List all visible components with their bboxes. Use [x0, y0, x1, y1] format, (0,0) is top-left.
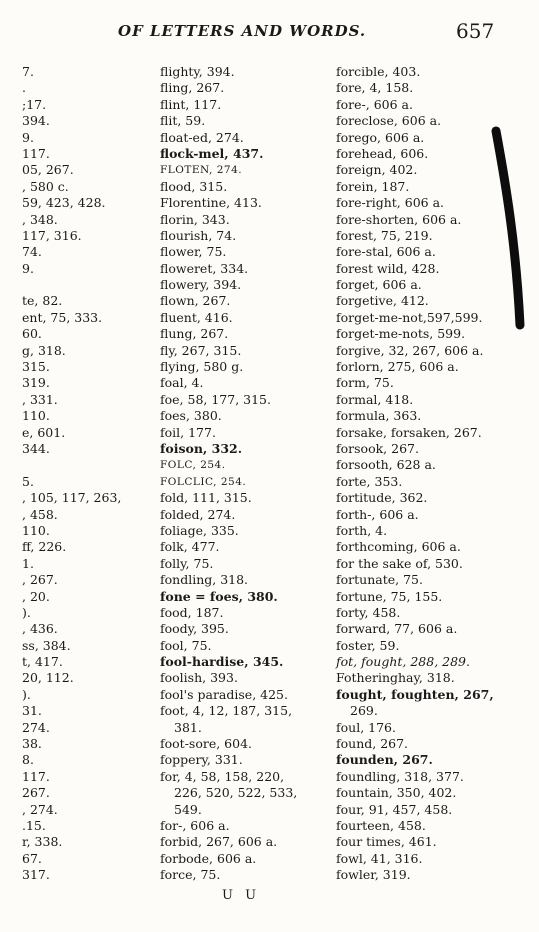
signature-mark: U U [222, 888, 261, 903]
index-entry: fling, 267. [160, 80, 225, 96]
index-entry: 110. [22, 522, 50, 538]
index-entry: forty, 458. [336, 604, 401, 620]
index-entry: fold, 111, 315. [160, 490, 252, 506]
index-entry: 317. [22, 867, 50, 883]
running-header [0, 19, 539, 46]
index-entry: r, 338. [22, 834, 63, 850]
index-entry: flood, 315. [160, 178, 228, 194]
index-entry: forthcoming, 606 a. [336, 539, 461, 555]
index-entry: 394. [22, 113, 50, 129]
index-entry: 9. [22, 129, 34, 145]
index-entry: flying, 580 g. [160, 359, 244, 375]
index-entry: , 267. [22, 572, 58, 588]
index-entry: 274. [22, 719, 50, 735]
running-title: OF LETTERS AND WORDS. [118, 22, 367, 40]
index-entry: 269. [350, 703, 378, 719]
page-number: 657 [456, 19, 495, 43]
index-entry: forget, 606 a. [336, 277, 422, 293]
index-entry: for the sake of, 530. [336, 555, 463, 571]
index-entry: flown, 267. [160, 293, 231, 309]
index-entry: foil, 177. [160, 424, 216, 440]
index-entry: foul, 176. [336, 719, 396, 735]
index-entry: Fotheringhay, 318. [336, 670, 455, 686]
index-entry: foison, 332. [160, 440, 243, 456]
index-entry: 226, 520, 522, 533, [174, 785, 298, 801]
index-entry: four, 91, 457, 458. [336, 801, 453, 817]
index-entry: forget-me-nots, 599. [336, 326, 466, 342]
index-entry: forsake, forsaken, 267. [336, 424, 482, 440]
index-entry: 117. [22, 768, 50, 784]
index-entry: fowl, 41, 316. [336, 850, 423, 866]
index-entry: , 105, 117, 263, [22, 490, 122, 506]
index-entry: foliage, 335. [160, 522, 239, 538]
index-entry: 60. [22, 326, 42, 342]
index-entry: forbode, 606 a. [160, 850, 257, 866]
index-entry: 74. [22, 244, 42, 260]
index-entry: 549. [174, 801, 202, 817]
index-entry: .15. [22, 817, 46, 833]
index-entry: 05, 267. [22, 162, 74, 178]
index-entry: four times, 461. [336, 834, 437, 850]
index-entry: formal, 418. [336, 391, 414, 407]
index-entry: 1. [22, 555, 34, 571]
index-entry: flung, 267. [160, 326, 229, 342]
index-entry: 344. [22, 440, 50, 456]
index-entry: , 20. [22, 588, 50, 604]
index-entry: 8. [22, 752, 34, 768]
index-column-left [22, 64, 140, 884]
index-entry: fowler, 319. [336, 867, 411, 883]
index-column-middle [160, 64, 330, 884]
index-entry: floweret, 334. [160, 260, 249, 276]
index-entry: forehead, 606. [336, 145, 429, 161]
index-entry: flit, 59. [160, 113, 206, 129]
index-entry: foreign, 402. [336, 162, 418, 178]
index-entry: fool, 75. [160, 637, 212, 653]
index-entry: fore-, 606 a. [336, 96, 413, 112]
index-entry: foot, 4, 12, 187, 315, [160, 703, 293, 719]
index-entry: flock-mel, 437. [160, 145, 264, 161]
index-entry: fortune, 75, 155. [336, 588, 443, 604]
index-entry: 110. [22, 408, 50, 424]
index-entry: for-, 606 a. [160, 817, 230, 833]
index-entry: Florentine, 413. [160, 195, 262, 211]
index-entry: forgetive, 412. [336, 293, 429, 309]
index-entry: 7. [22, 64, 34, 79]
index-entry: food, 187. [160, 604, 224, 620]
index-entry: forte, 353. [336, 473, 403, 489]
index-entry: ent, 75, 333. [22, 309, 103, 325]
index-entry: foal, 4. [160, 375, 204, 391]
margin-pen-stroke [490, 125, 530, 335]
index-entry: forget-me-not,597,599. [336, 309, 483, 325]
index-entry: force, 75. [160, 867, 221, 883]
index-entry: fore, 4, 158. [336, 80, 414, 96]
index-entry: forth, 4. [336, 522, 388, 538]
index-entry: forgive, 32, 267, 606 a. [336, 342, 484, 358]
index-entry: flowery, 394. [160, 277, 242, 293]
index-entry: fluent, 416. [160, 309, 233, 325]
index-entry: e, 601. [22, 424, 66, 440]
index-entry: flighty, 394. [160, 64, 235, 79]
index-entry: forest wild, 428. [336, 260, 440, 276]
index-entry [22, 277, 140, 293]
index-entry: , 580 c. [22, 178, 69, 194]
index-entry: folded, 274. [160, 506, 236, 522]
index-entry: foot-sore, 604. [160, 736, 253, 752]
index-entry: forbid, 267, 606 a. [160, 834, 278, 850]
index-entry: forsooth, 628 a. [336, 457, 436, 473]
index-entry: 267. [22, 785, 50, 801]
index-entry: 67. [22, 850, 42, 866]
index-entry: forego, 606 a. [336, 129, 425, 145]
index-entry: flourish, 74. [160, 227, 237, 243]
index-entry: folly, 75. [160, 555, 214, 571]
index-entry: founden, 267. [336, 752, 433, 768]
index-entry: ;17. [22, 96, 47, 112]
index-entry: te, 82. [22, 293, 63, 309]
index-entry: foppery, 331. [160, 752, 243, 768]
index-entry: 117. [22, 145, 50, 161]
index-entry: foreclose, 606 a. [336, 113, 442, 129]
index-entry: ff, 226. [22, 539, 67, 555]
index-entry: 315. [22, 359, 50, 375]
index-entry: FLOTEN, 274. [160, 164, 243, 177]
index-entry: , 331. [22, 391, 58, 407]
index-entry: fortunate, 75. [336, 572, 423, 588]
index-entry: fountain, 350, 402. [336, 785, 457, 801]
index-entry: , 274. [22, 801, 58, 817]
index-entry: fought, foughten, 267, [336, 686, 494, 702]
index-entry: . [22, 80, 26, 96]
index-entry: 117, 316. [22, 227, 82, 243]
index-entry: float-ed, 274. [160, 129, 244, 145]
index-entry: FOLC, 254. [160, 459, 226, 472]
index-entry: 9. [22, 260, 34, 276]
index-entry: fool-hardise, 345. [160, 654, 284, 670]
index-entry: , 458. [22, 506, 58, 522]
index-entry: ). [22, 604, 31, 620]
index-entry: 5. [22, 473, 34, 489]
index-entry: forlorn, 275, 606 a. [336, 359, 459, 375]
index-entry: 20, 112. [22, 670, 74, 686]
index-entry: ss, 384. [22, 637, 71, 653]
index-entry: , 436. [22, 621, 58, 637]
index-entry: 319. [22, 375, 50, 391]
index-entry: forth-, 606 a. [336, 506, 419, 522]
index-entry: forsook, 267. [336, 440, 419, 456]
index-entry: florin, 343. [160, 211, 230, 227]
index-entry: fore-right, 606 a. [336, 195, 445, 211]
index-entry: found, 267. [336, 736, 409, 752]
index-entry: for, 4, 58, 158, 220, [160, 768, 285, 784]
index-entry: 38. [22, 736, 42, 752]
index-entry: ). [22, 686, 31, 702]
index-entry: forcible, 403. [336, 64, 421, 79]
index-entry: flint, 117. [160, 96, 222, 112]
index-entry: fot, fought, 288, 289. [336, 654, 470, 670]
index-entry: foe, 58, 177, 315. [160, 391, 271, 407]
index-entry: 31. [22, 703, 42, 719]
index-entry: flower, 75. [160, 244, 227, 260]
index-entry: forest, 75, 219. [336, 227, 433, 243]
index-entry: t, 417. [22, 654, 63, 670]
index-entry: form, 75. [336, 375, 394, 391]
index-entry: fore-stal, 606 a. [336, 244, 436, 260]
index-entry: foster, 59. [336, 637, 400, 653]
index-entry: fone = foes, 380. [160, 588, 278, 604]
index-entry: , 348. [22, 211, 58, 227]
index-entry: 59, 423, 428. [22, 195, 106, 211]
index-entry: FOLCLIC, 254. [160, 475, 247, 488]
index-entry: fool's paradise, 425. [160, 686, 288, 702]
index-entry: g, 318. [22, 342, 66, 358]
index-entry: foundling, 318, 377. [336, 768, 464, 784]
index-entry: fortitude, 362. [336, 490, 428, 506]
index-entry: foody, 395. [160, 621, 229, 637]
index-entry: forein, 187. [336, 178, 410, 194]
index-entry: forward, 77, 606 a. [336, 621, 458, 637]
index-entry: folk, 477. [160, 539, 220, 555]
index-entry [22, 457, 140, 473]
index-entry: foes, 380. [160, 408, 222, 424]
index-entry: formula, 363. [336, 408, 422, 424]
index-entry: foolish, 393. [160, 670, 238, 686]
index-entry: fondling, 318. [160, 572, 249, 588]
index-entry: fore-shorten, 606 a. [336, 211, 462, 227]
index-entry: fly, 267, 315. [160, 342, 242, 358]
index-entry: 381. [174, 719, 202, 735]
index-entry: fourteen, 458. [336, 817, 426, 833]
